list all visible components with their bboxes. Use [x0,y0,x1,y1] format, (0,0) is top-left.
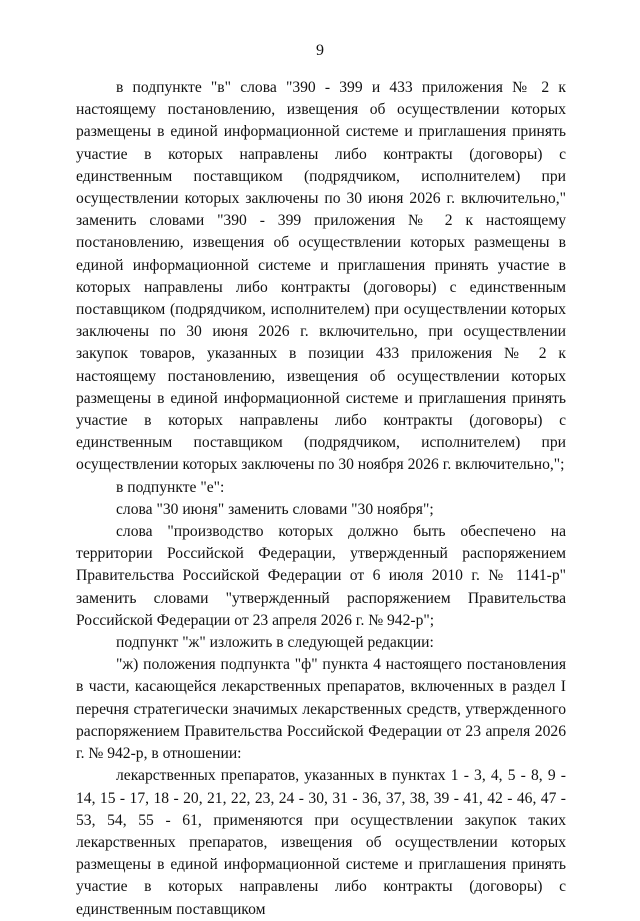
paragraph-replace-june: слова "30 июня" заменить словами "30 ноября"; [116,500,434,518]
paragraph-medicines-list: лекарственных препаратов, указанных в пунктах 1 - 3, 4, 5 - 8, 9 - 14, 15 - 17, 18 - 20, 21, 22, 23, 24 - 30, 31 - 36, 37, 38, 39 - 41, 42 - 46, 47 - 53, 54, 55 - 61, применяются при осуществлении закупок таких лекарственных препаратов, извещения об осуществлении которых размещены в единой информационной системе и приглашения принять участие в которых направлены либо контракты (договоры) с единственным поставщиком [76,767,566,918]
paragraph-subitem-v: в подпункте "в" слова "390 - 399 и 433 приложения № 2 к настоящему постановлению, извещения об осуществлении которых размещены в единой информационной системе и приглашения принять участие в которых направлены либо контракты (договоры) с единственным поставщиком (подрядчиком, исполнителем) при осуществлении которых заключены по 30 июня 2026 г. включительно," заменить словами "390 - 399 приложения № 2 к настоящему постановлению, извещения об осуществлении которых размещены в единой информационной системе и приглашения принять участие в которых направлены либо контракты (договоры) с единственным поставщиком (подрядчиком, исполнителем) при осуществлении которых заключены по 30 июня 2026 г. включительно, при осуществлении закупок товаров, указанных в позиции 433 приложения № 2 к настоящему постановлению, извещения об осуществлении которых размещены в единой информационной системе и приглашения принять участие в которых направлены либо контракты (договоры) с единственным поставщиком (подрядчиком, исполнителем) при осуществлении которых заключены по 30 ноября 2026 г. включительно,"; [76,79,566,474]
document-body [76,77,566,921]
page-number: 9 [316,42,324,59]
paragraph-subitem-zh-heading: подпункт "ж" изложить в следующей редакции: [116,634,434,652]
paragraph-subitem-zh-text: "ж) положения подпункта "ф" пункта 4 настоящего постановления в части, касающейся лекарственных препаратов, включенных в раздел I перечня стратегически значимых лекарственных средств, утвержденного распоряжением Правительства Российской Федерации от 23 апреля 2026 г. № 942-р, в отношении: [76,656,566,763]
paragraph-subitem-e-heading: в подпункте "е": [116,478,225,496]
paragraph-replace-production: слова "производство которых должно быть обеспечено на территории Российской Федерации, утвержденный распоряжением Правительства Российской Федерации от 6 июля 2010 г. № 1141-р" заменить словами "утвержденный распоряжением Правительства Российской Федерации от 23 апреля 2026 г. № 942-р"; [76,523,566,629]
